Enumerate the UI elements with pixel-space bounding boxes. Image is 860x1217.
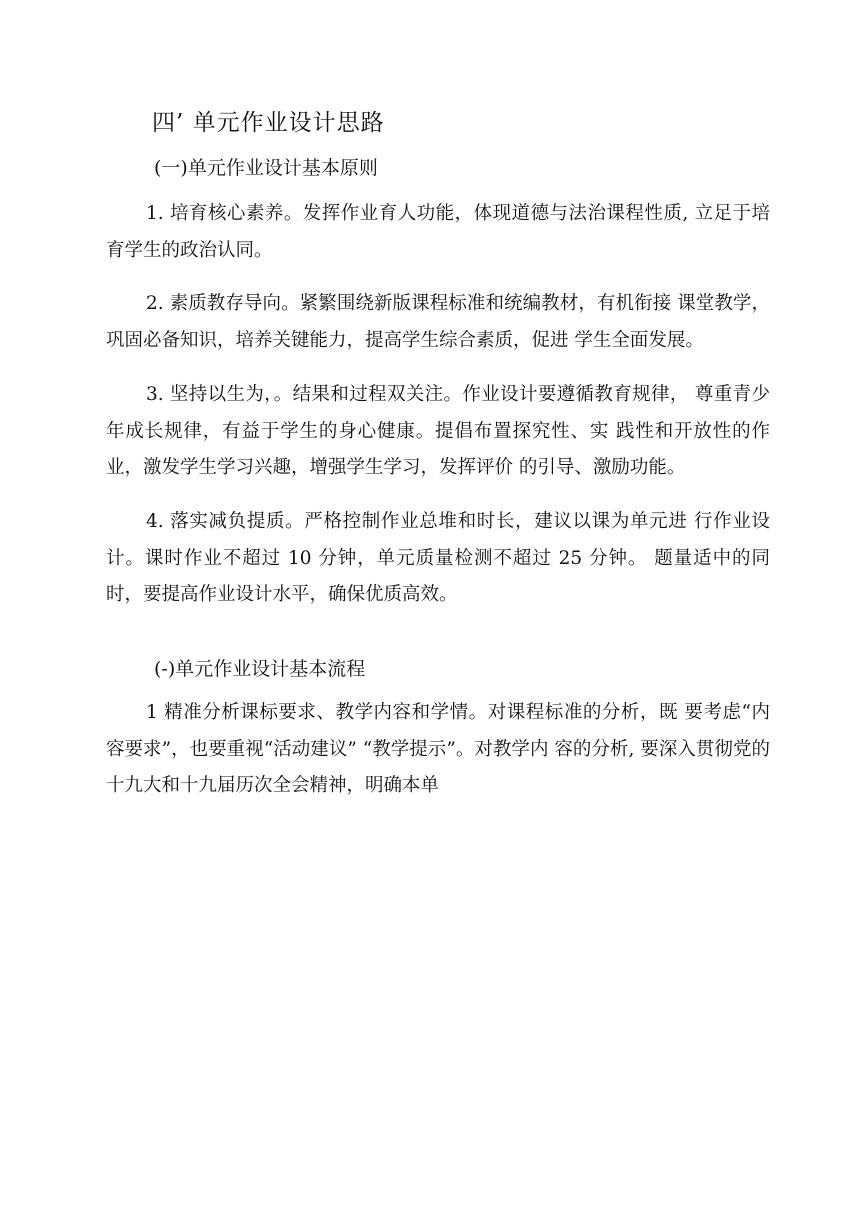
paragraph-principle-1: 1. 培育核心素养。发挥作业育人功能，体现道德与法治课程性质, 立足于培育学生的政治认同。 — [106, 203, 770, 261]
paragraph-principle-4: 4. 落实减负提质。严格控制作业总堆和时长，建议以课为单元进 行作业设计。课时作业不超过 10 分钟，单元质量检测不超过 25 分钟。 题量适中的同时，要提高作业设计水平，确保优质高效。 — [106, 511, 770, 605]
paragraph-process-1: 1 精准分析课标要求、教学内容和学情。对课程标准的分析，既 要考虑“内容要求”，也要重视“活动建议” “教学提示”。对教学内 容的分析, 要深入贯彻党的十九大和十九届历次全会精神，明确本单 — [106, 702, 770, 796]
paragraph-principle-3: 3. 坚持以生为，。结果和过程双关注。作业设计要遵循教育规律， 尊重青少年成长规律，有益于学生的身心健康。提倡布置探究性、实 践性和开放性的作业，激发学生学习兴趣，增强学生学习，发挥评价 的引导、激励功能。 — [106, 384, 770, 478]
section-title: 四’ 单元作业设计思路 — [152, 110, 385, 136]
subsection-title-process: (-)单元作业设计基本流程 — [154, 658, 366, 680]
paragraph-principle-2: 2. 素质教存导向。紧繁围绕新版课程标准和统编教材，有机衔接 课堂教学，巩固必备知识，培养关键能力，提高学生综合素质，促进 学生全面发展。 — [106, 293, 770, 351]
subsection-title-principles: (一)单元作业设计基本原则 — [154, 157, 378, 179]
